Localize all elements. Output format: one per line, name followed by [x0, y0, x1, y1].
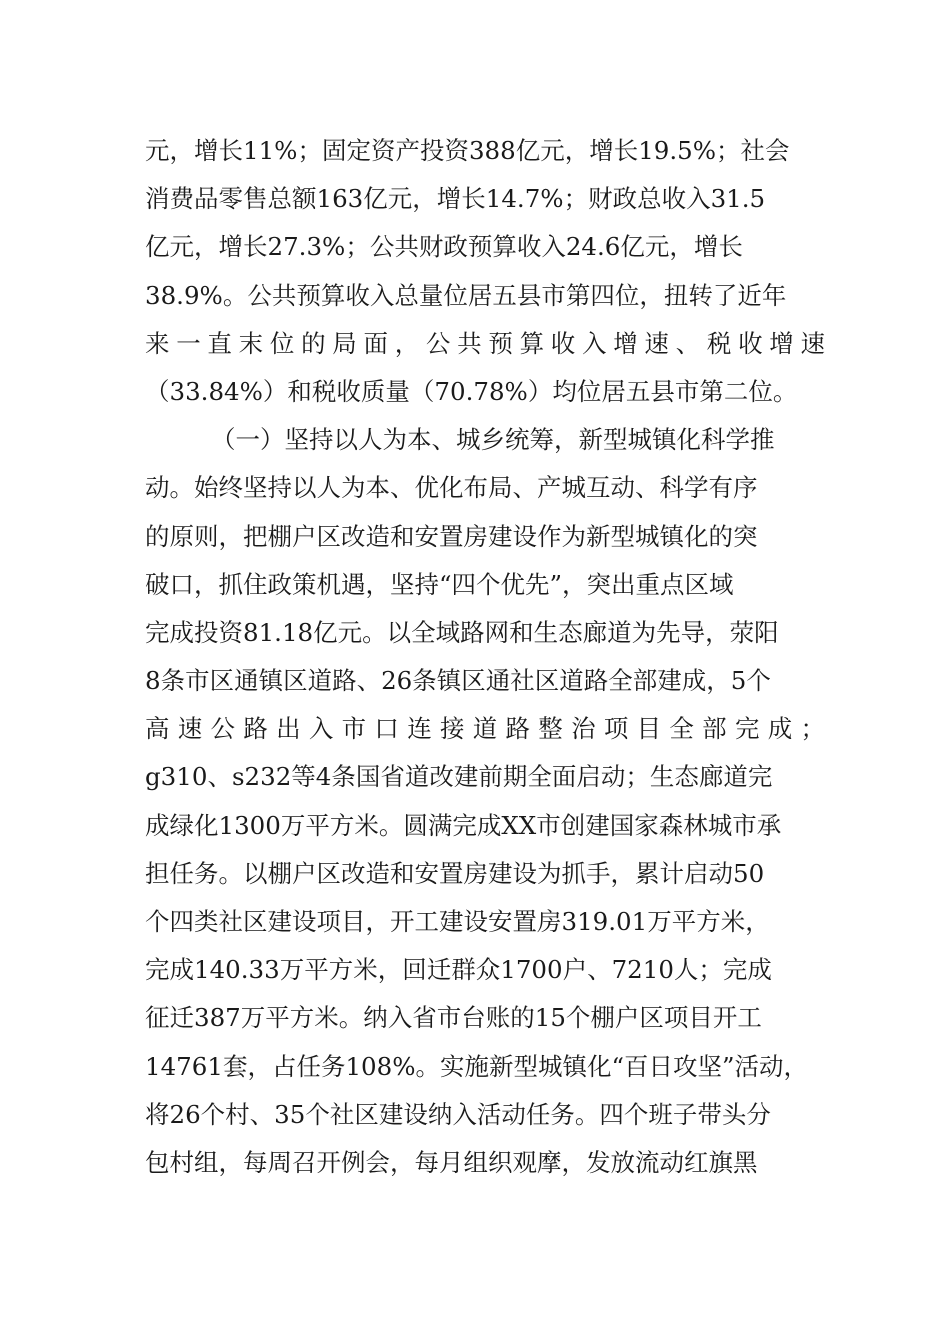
- text-line: 的原则，把棚户区改造和安置房建设作为新型城镇化的突: [145, 521, 758, 551]
- text-line: 38.9%。公共预算收入总量位居五县市第四位，扭转了近年: [145, 280, 787, 310]
- text-line: （33.84%）和税收质量（70.78%）均位居五县市第二位。: [145, 376, 798, 406]
- text-line: 8条市区通镇区道路、26条镇区通社区道路全部建成，5个: [145, 666, 771, 696]
- text-line: 成绿化1300万平方米。圆满完成XX市创建国家森林城市承: [145, 810, 782, 840]
- text-line: 亿元，增长27.3%；公共财政预算收入24.6亿元，增长: [145, 232, 743, 262]
- text-line: 将26个村、35个社区建设纳入活动任务。四个班子带头分: [145, 1099, 771, 1129]
- text-line: 担任务。以棚户区改造和安置房建设为抓手，累计启动50: [145, 858, 765, 888]
- text-line: 来一直末位的局面，公共预算收入增速、税收增速: [145, 328, 825, 358]
- text-line: 包村组，每周召开例会，每月组织观摩，发放流动红旗黑: [145, 1147, 758, 1177]
- text-line: 高速公路出入市口连接道路整治项目全部完成；: [145, 714, 825, 744]
- text-line: 14761套，占任务108%。实施新型城镇化“百日攻坚”活动，: [145, 1051, 809, 1081]
- text-line: 完成140.33万平方米，回迁群众1700户、7210人；完成: [145, 955, 772, 985]
- text-line: 破口，抓住政策机遇，坚持“四个优先”，突出重点区域: [145, 569, 734, 599]
- text-line: 个四类社区建设项目，开工建设安置房319.01万平方米，: [145, 907, 770, 936]
- text-line: g310、s232等4条国省道改建前期全面启动；生态廊道完: [145, 762, 773, 792]
- text-line: 消费品零售总额163亿元，增长14.7%；财政总收入31.5: [145, 184, 766, 214]
- text-line: 动。始终坚持以人为本、优化布局、产城互动、科学有序: [145, 473, 758, 503]
- paragraph-heading-line: （一）坚持以人为本、城乡统筹，新型城镇化科学推: [211, 425, 775, 455]
- text-line: 元，增长11%；固定资产投资388亿元，增长19.5%；社会: [145, 136, 790, 165]
- body-text: [145, 127, 825, 1187]
- text-line: 征迁387万平方米。纳入省市台账的15个棚户区项目开工: [145, 1003, 762, 1033]
- text-line: 完成投资81.18亿元。以全域路网和生态廊道为先导，荥阳: [145, 617, 779, 647]
